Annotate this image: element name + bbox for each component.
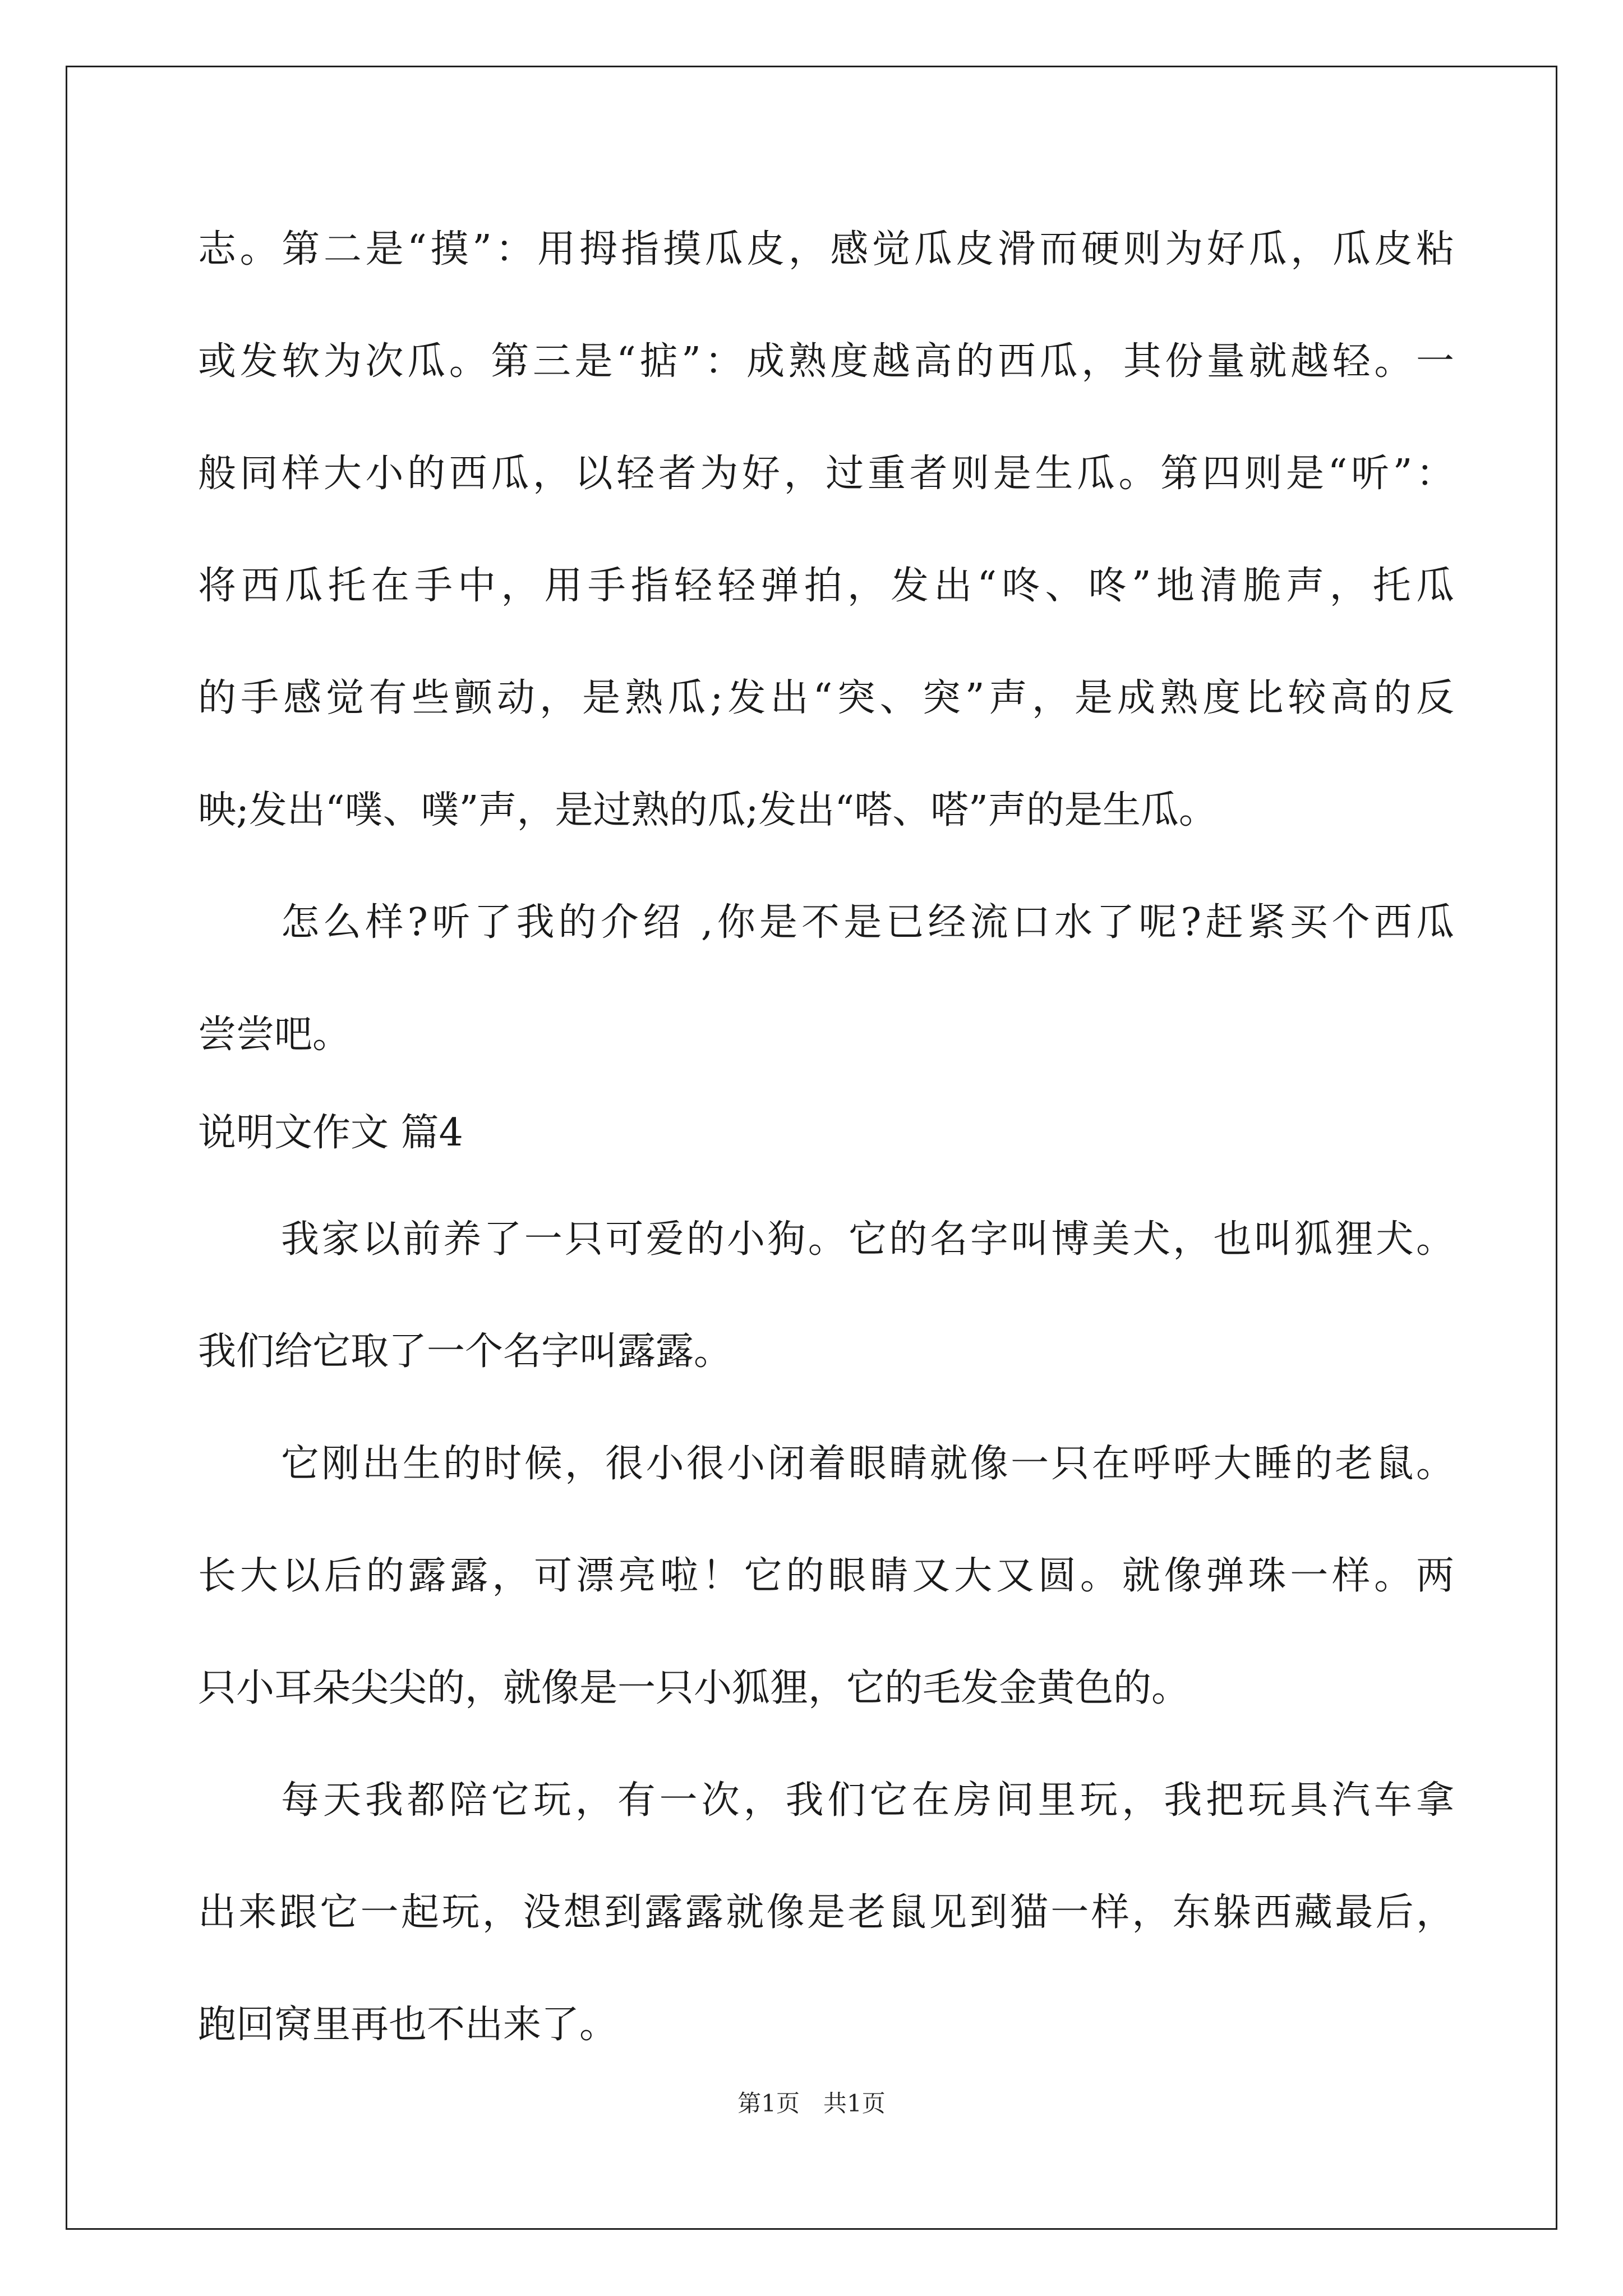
- body-line: 尝尝吧。: [198, 1013, 351, 1057]
- page-number-footer: 第1页 共1页: [737, 2090, 886, 2117]
- body-line: 出来跟它一起玩，没想到露露就像是老鼠见到猫一样，东躲西藏最后，: [198, 1890, 1454, 1935]
- paragraph-first-line: 它刚出生的时候，很小很小闭着眼睛就像一只在呼呼大睡的老鼠。: [281, 1442, 1454, 1486]
- body-line: 映;发出“噗、噗”声，是过熟的瓜;发出“嗒、嗒”声的是生瓜。: [198, 788, 1217, 832]
- body-line: 般同样大小的西瓜，以轻者为好，过重者则是生瓜。第四则是“听”：: [198, 452, 1454, 496]
- body-line: 只小耳朵尖尖的，就像是一只小狐狸，它的毛发金黄色的。: [198, 1666, 1190, 1710]
- body-line: 将西瓜托在手中，用手指轻轻弹拍，发出“咚、咚”地清脆声，托瓜: [198, 564, 1454, 608]
- body-line: 或发软为次瓜。第三是“掂”：成熟度越高的西瓜，其份量就越轻。一: [198, 339, 1454, 384]
- body-line: 志。第二是“摸”：用拇指摸瓜皮，感觉瓜皮滑而硬则为好瓜，瓜皮粘: [198, 227, 1454, 272]
- section-heading: 说明文作文 篇4: [198, 1111, 463, 1155]
- body-line: 的手感觉有些颤动，是熟瓜;发出“突、突”声，是成熟度比较高的反: [198, 676, 1454, 720]
- body-line: 长大以后的露露，可漂亮啦！它的眼睛又大又圆。就像弹珠一样。两: [198, 1554, 1454, 1598]
- paragraph-first-line: 我家以前养了一只可爱的小狗。它的名字叫博美犬，也叫狐狸犬。: [281, 1217, 1454, 1262]
- body-line: 我们给它取了一个名字叫露露。: [198, 1329, 732, 1374]
- paragraph-first-line: 怎么样?听了我的介绍 ,你是不是已经流口水了呢?赶紧买个西瓜: [281, 900, 1454, 945]
- body-line: 跑回窝里再也不出来了。: [198, 2003, 618, 2047]
- paragraph-first-line: 每天我都陪它玩，有一次，我们它在房间里玩，我把玩具汽车拿: [281, 1778, 1454, 1823]
